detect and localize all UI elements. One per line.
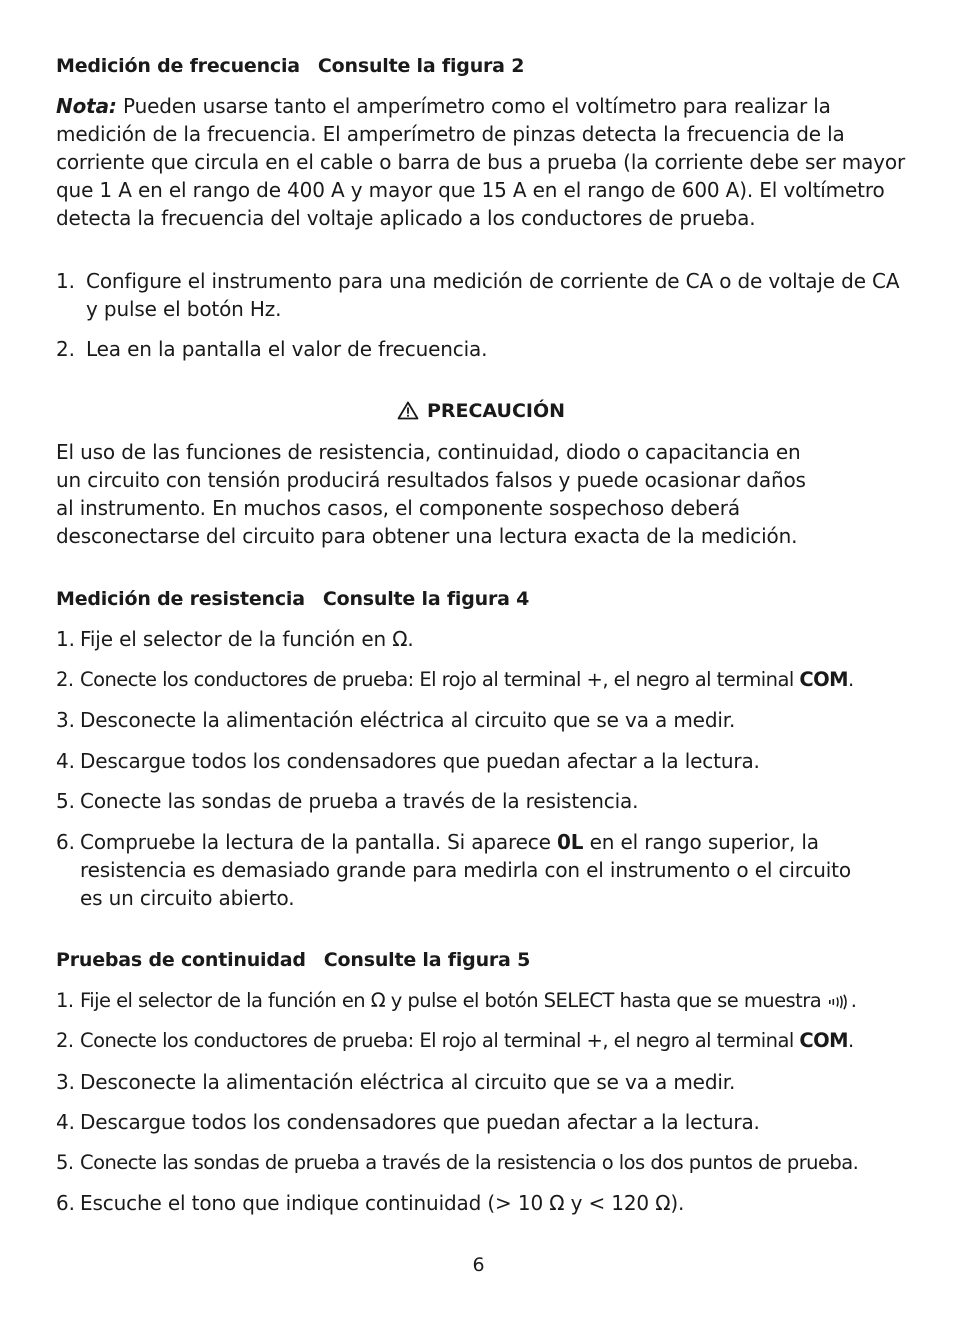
- note-paragraph: [56, 92, 906, 232]
- caution-label: PRECAUCIÓN: [426, 400, 566, 422]
- list-number: 2.: [56, 337, 75, 361]
- list-text-part: Conecte los conductores de prueba: El rojo al terminal +, el negro al terminal: [80, 1029, 800, 1052]
- caution-title: [56, 399, 906, 423]
- list-number: 2.: [56, 668, 74, 691]
- list-text: [80, 666, 906, 694]
- list-item: [56, 747, 906, 775]
- list-text-part: .: [850, 989, 857, 1012]
- list-text: Fije el selector de la función en Ω.: [80, 627, 414, 651]
- list-text-part: .: [848, 668, 854, 691]
- list-text: Conecte las sondas de prueba a través de la resistencia o los dos puntos de prueba.: [80, 1151, 859, 1174]
- list-item: [56, 267, 906, 323]
- list-text: [80, 1027, 906, 1055]
- continuity-sound-icon: [828, 994, 850, 1010]
- note-text: Pueden usarse tanto el amperímetro como el voltímetro para realizar la medición de la frecuencia. El amperímetro de pinzas detecta la frecuencia de la corriente que circula en el cable o barra de bus a prueba (la corriente debe ser mayor que 1 A en el rango de 400 A y mayor que 15 A en el rango de 600 A). El voltímetro detecta la frecuencia del voltaje aplicado a los conductores de prueba.: [56, 94, 906, 230]
- figure-reference: Consulte la figura 4: [322, 588, 530, 610]
- list-item: [56, 1027, 906, 1055]
- heading-title: Medición de frecuencia: [56, 55, 300, 77]
- section-heading-frequency: [56, 54, 906, 78]
- list-item: [56, 1108, 906, 1136]
- list-number: 3.: [56, 708, 75, 732]
- list-text: Conecte las sondas de prueba a través de la resistencia.: [80, 789, 639, 813]
- list-text-part: .: [848, 1029, 854, 1052]
- terminal-label: COM: [799, 1029, 849, 1052]
- list-item: [56, 1149, 906, 1177]
- list-number: 5.: [56, 1151, 74, 1174]
- list-text: Descargue todos los condensadores que puedan afectar a la lectura.: [80, 749, 760, 773]
- list-item: [56, 1068, 906, 1096]
- section-heading-continuity: [56, 948, 906, 972]
- overload-label: 0L: [557, 830, 584, 854]
- list-text: [80, 987, 906, 1015]
- list-text: Descargue todos los condensadores que puedan afectar a la lectura.: [80, 1110, 760, 1134]
- list-text: Desconecte la alimentación eléctrica al circuito que se va a medir.: [80, 1070, 736, 1094]
- warning-triangle-icon: [397, 401, 419, 420]
- list-item: [56, 625, 906, 653]
- list-number: 6.: [56, 830, 75, 854]
- list-text: Configure el instrumento para una medición de corriente de CA o de voltaje de CA y pulse el botón Hz.: [86, 269, 900, 321]
- list-number: 5.: [56, 789, 75, 813]
- list-number: 3.: [56, 1070, 75, 1094]
- figure-reference: Consulte la figura 5: [323, 949, 531, 971]
- list-number: 1.: [56, 989, 74, 1012]
- list-item: [56, 987, 906, 1015]
- figure-reference: Consulte la figura 2: [317, 55, 525, 77]
- list-item: [56, 335, 906, 363]
- heading-title: Medición de resistencia: [56, 588, 305, 610]
- list-text-part: Compruebe la lectura de la pantalla. Si aparece: [80, 830, 558, 854]
- list-item: [56, 666, 906, 694]
- list-item: [56, 787, 906, 815]
- note-label: Nota:: [56, 94, 117, 118]
- list-item: [56, 706, 906, 734]
- list-item: [56, 1189, 906, 1217]
- list-number: 2.: [56, 1029, 74, 1052]
- list-number: 1.: [56, 269, 75, 293]
- page-number: 6: [472, 1254, 485, 1276]
- list-number: 1.: [56, 627, 75, 651]
- list-text: Lea en la pantalla el valor de frecuencia.: [86, 337, 488, 361]
- list-text-part: Fije el selector de la función en Ω y pulse el botón SELECT hasta que se muestra: [80, 989, 827, 1012]
- list-text: [80, 828, 871, 912]
- list-text: Desconecte la alimentación eléctrica al circuito que se va a medir.: [80, 708, 736, 732]
- list-item: [56, 828, 871, 912]
- list-number: 6.: [56, 1191, 75, 1215]
- list-number: 4.: [56, 749, 75, 773]
- section-heading-resistance: [56, 587, 906, 611]
- terminal-label: COM: [799, 668, 849, 691]
- list-text-part: en el rango superior, la resistencia es demasiado grande para medirla con el instrumento o el circuito es un circuito abierto.: [80, 830, 851, 910]
- list-text: Escuche el tono que indique continuidad (> 10 Ω y < 120 Ω).: [80, 1191, 685, 1215]
- caution-paragraph: El uso de las funciones de resistencia, continuidad, diodo o capacitancia en un circuito con tensión producirá resultados falsos y puede ocasionar daños al instrumento. En muchos casos, el componente sospechoso deberá desconectarse del circuito para obtener una lectura exacta de la medición.: [56, 440, 806, 548]
- list-number: 4.: [56, 1110, 75, 1134]
- heading-title: Pruebas de continuidad: [56, 949, 306, 971]
- list-text-part: Conecte los conductores de prueba: El rojo al terminal +, el negro al terminal: [80, 668, 800, 691]
